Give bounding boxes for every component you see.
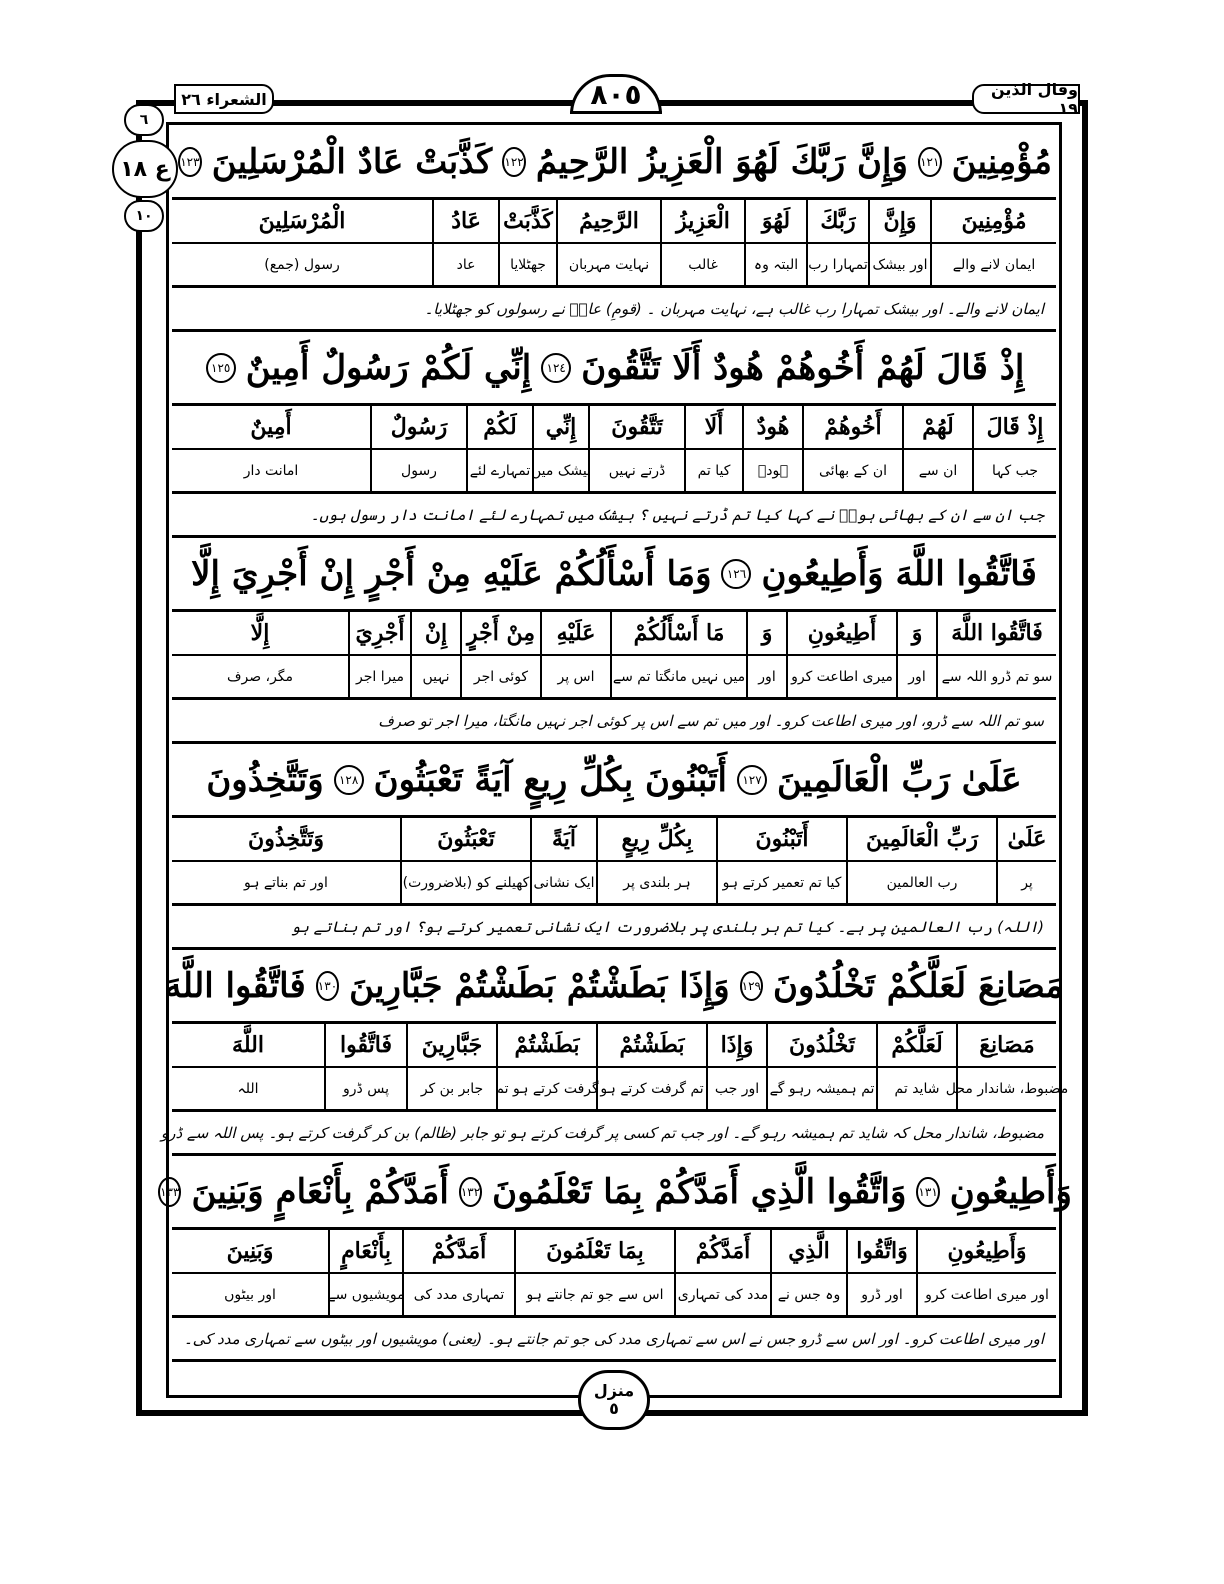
- urdu-meaning-cell: تم ہمیشہ رہو گے: [766, 1068, 876, 1109]
- arabic-word-cell: الرَّحِيمُ: [556, 200, 660, 242]
- arabic-word-cell: وَاتَّقُوا: [846, 1230, 916, 1272]
- word-row: [172, 200, 1056, 244]
- urdu-meaning-cell: اور بیشک: [868, 244, 930, 285]
- ayah-number-marker: ١٢٨: [334, 765, 364, 795]
- urdu-meaning-cell: کھیلنے کو (بلاضرورت): [400, 862, 530, 903]
- urdu-meaning-cell: بیشک میں: [532, 450, 588, 491]
- arabic-verse-segment: مُؤْمِنِينَ: [951, 141, 1052, 182]
- urdu-meaning-cell: ہر بلندی پر: [596, 862, 716, 903]
- urdu-meaning-cell: اور: [746, 656, 786, 697]
- arabic-verse-segment: إِنِّي لَكُمْ رَسُولٌ أَمِينٌ: [245, 347, 532, 388]
- arabic-word-cell: بَطَشْتُمْ: [496, 1024, 596, 1066]
- ayah-number-marker: ١٢٥: [206, 353, 236, 383]
- ruku-marker: ع ١٨: [112, 140, 178, 198]
- word-row: [172, 1024, 1056, 1068]
- ayah-number-marker: ١٢٧: [737, 765, 767, 795]
- word-row: [172, 406, 1056, 450]
- arabic-verse-segment: فَاتَّقُوا اللَّهَ وَأَطِيعُونِ: [761, 553, 1037, 594]
- side-marker-top: ٦: [124, 104, 164, 136]
- urdu-meaning-cell: گرفت کرتے ہو تم: [496, 1068, 596, 1109]
- meaning-row: [172, 450, 1056, 494]
- urdu-meaning-cell: کیا تم تعمیر کرتے ہو: [716, 862, 846, 903]
- ayah-number-marker: ١٢٣: [178, 147, 202, 177]
- arabic-word-cell: أَلَا: [684, 406, 742, 448]
- urdu-meaning-cell: ایک نشانی: [530, 862, 596, 903]
- verse-section: [160, 950, 1069, 1156]
- arabic-word-cell: تَخْلُدُونَ: [766, 1024, 876, 1066]
- urdu-meaning-cell: رسول (جمع): [264, 256, 340, 273]
- urdu-meaning-cell: نہایت مہربان: [556, 244, 660, 285]
- arabic-word-cell: فَاتَّقُوا اللَّهَ: [936, 612, 1056, 654]
- urdu-meaning-cell: البتہ وہ: [744, 244, 806, 285]
- juz-header: وقال الذين ١٩: [972, 84, 1080, 114]
- arabic-word-cell: هُودٌ: [742, 406, 802, 448]
- arabic-word-cell: مُؤْمِنِينَ: [930, 200, 1056, 242]
- arabic-word-cell: لَكُمْ: [466, 406, 532, 448]
- urdu-meaning-cell: میری اطاعت کرو: [786, 656, 896, 697]
- arabic-word-cell: بِكُلِّ رِيعٍ: [596, 818, 716, 860]
- urdu-meaning-cell: ان کے بھائی: [802, 450, 902, 491]
- arabic-word-cell: عَلَيْهِ: [540, 612, 610, 654]
- urdu-meaning-cell: اور جب: [706, 1068, 766, 1109]
- arabic-word-cell: تَتَّقُونَ: [588, 406, 684, 448]
- manzil-label: منزل: [593, 1381, 635, 1401]
- urdu-meaning-cell: جھٹلایا: [498, 244, 556, 285]
- arabic-verse-segment: مَصَانِعَ لَعَلَّكُمْ تَخْلُدُونَ: [773, 965, 1064, 1006]
- arabic-word-cell: إِنِّي: [532, 406, 588, 448]
- arabic-word-cell: رَبِّ الْعَالَمِينَ: [846, 818, 996, 860]
- arabic-word-cell: لَهُوَ: [744, 200, 806, 242]
- word-row: [172, 612, 1056, 656]
- arabic-word-cell: مِنْ أَجْرٍ: [460, 612, 540, 654]
- arabic-verse-segment: وَتَتَّخِذُونَ: [206, 759, 324, 800]
- urdu-meaning-cell: رسول: [370, 450, 466, 491]
- side-marker-bottom: ١٠: [124, 200, 164, 232]
- arabic-word-cell: أَطِيعُونِ: [786, 612, 896, 654]
- arabic-word-cell: إِذْ قَالَ: [972, 406, 1056, 448]
- ayah-number-marker: ١٢٩: [740, 971, 763, 1001]
- urdu-meaning-cell: اور: [896, 656, 936, 697]
- arabic-word-cell: إِلَّا: [250, 620, 270, 646]
- urdu-meaning-cell: ہودؑ: [742, 450, 802, 491]
- word-row: [172, 818, 1056, 862]
- urdu-meaning-cell: کیا تم: [684, 450, 742, 491]
- arabic-verse-line: [172, 332, 1056, 406]
- surah-header: الشعراء ٢٦: [174, 84, 274, 114]
- arabic-word-cell: وَإِنَّ: [868, 200, 930, 242]
- arabic-verse-line: [172, 744, 1056, 818]
- ayah-number-marker: ١٢٢: [502, 147, 526, 177]
- meaning-row: [172, 862, 1056, 906]
- arabic-word-cell: أَجْرِيَ: [348, 612, 410, 654]
- urdu-meaning-cell: جب کہا: [972, 450, 1056, 491]
- arabic-word-cell: مَا أَسْأَلُكُمْ: [610, 612, 746, 654]
- arabic-verse-line: [164, 950, 1064, 1024]
- arabic-verse-line: [172, 538, 1056, 612]
- page-content: [160, 126, 1072, 1372]
- arabic-word-cell: فَاتَّقُوا: [324, 1024, 406, 1066]
- arabic-word-cell: عَلَىٰ: [996, 818, 1056, 860]
- urdu-meaning-cell: وہ جس نے: [770, 1274, 846, 1315]
- arabic-verse-segment: إِذْ قَالَ لَهُمْ أَخُوهُمْ هُودٌ أَلَا تَتَّقُونَ: [581, 347, 1025, 388]
- meaning-row: [172, 1274, 1056, 1318]
- urdu-meaning-cell: رب العالمین: [846, 862, 996, 903]
- arabic-word-cell: لَهُمْ: [902, 406, 972, 448]
- arabic-verse-segment: أَمَدَّكُمْ بِأَنْعَامٍ وَبَنِينَ: [191, 1171, 449, 1212]
- arabic-word-cell: كَذَّبَتْ: [498, 200, 556, 242]
- arabic-verse-segment: كَذَّبَتْ عَادٌ الْمُرْسَلِينَ: [211, 141, 493, 182]
- arabic-word-cell: أَتَبْنُونَ: [716, 818, 846, 860]
- urdu-meaning-cell: ایمان لانے والے: [930, 244, 1056, 285]
- ayah-number-marker: ١٢٤: [541, 353, 571, 383]
- arabic-word-cell: عَادُ: [432, 200, 498, 242]
- arabic-verse-segment: أَتَبْنُونَ بِكُلِّ رِيعٍ آيَةً تَعْبَثُونَ: [373, 759, 727, 800]
- arabic-word-cell: رَسُولٌ: [370, 406, 466, 448]
- arabic-word-cell: جَبَّارِينَ: [406, 1024, 496, 1066]
- arabic-verse-segment: عَلَىٰ رَبِّ الْعَالَمِينَ: [776, 759, 1022, 800]
- arabic-word-cell: مَصَانِعَ: [956, 1024, 1056, 1066]
- urdu-meaning-cell: مگر، صرف: [226, 668, 294, 685]
- urdu-translation-line: سو تم اللہ سے ڈرو، اور میری اطاعت کرو۔ اور میں تم سے اس پر کوئی اجر نہیں مانگتا، میرا اجر تو صرف: [172, 700, 1056, 744]
- urdu-translation-line: مضبوط، شاندار محل کہ شاید تم ہمیشہ رہو گے۔ اور جب تم کسی پر گرفت کرتے ہو تو جابر (ظالم) بن کر گرفت کرتے ہو۔ پس اللہ سے ڈرو: [172, 1112, 1056, 1156]
- arabic-word-cell: وَ: [896, 612, 936, 654]
- urdu-translation-line: (اللہ) رب العالمین پر ہے۔ کیا تم ہر بلندی پر بلاضرورت ایک نشانی تعمیر کرتے ہو؟ اور تم بناتے ہو: [172, 906, 1056, 950]
- arabic-word-cell: بَطَشْتُمْ: [596, 1024, 706, 1066]
- urdu-meaning-cell: اس سے جو تم جانتے ہو: [514, 1274, 674, 1315]
- urdu-meaning-cell: پس ڈرو: [324, 1068, 406, 1109]
- arabic-word-cell: آيَةً: [530, 818, 596, 860]
- urdu-meaning-cell: غالب: [660, 244, 744, 285]
- word-row: [172, 1230, 1056, 1274]
- arabic-word-cell: رَبَّكَ: [806, 200, 868, 242]
- arabic-word-cell: الَّذِي: [770, 1230, 846, 1272]
- urdu-meaning-cell: تمہاری مدد کی: [402, 1274, 514, 1315]
- urdu-meaning-cell: ان سے: [902, 450, 972, 491]
- urdu-meaning-cell: مویشیوں سے: [328, 1274, 402, 1315]
- urdu-meaning-cell: اور میری اطاعت کرو: [916, 1274, 1056, 1315]
- ayah-number-marker: ١٢٦: [721, 559, 751, 589]
- urdu-translation-line: جب ان سے ان کے بھائی ہودؑ نے کہا کیا تم ڈرتے نہیں ؟ بیشک میں تمہارے لئے امانت دار رسول ہوں۔: [172, 494, 1056, 538]
- urdu-meaning-cell: عاد: [432, 244, 498, 285]
- urdu-meaning-cell: امانت دار: [243, 462, 299, 479]
- urdu-meaning-cell: کوئی اجر: [460, 656, 540, 697]
- urdu-meaning-cell: مدد کی تمہاری: [674, 1274, 770, 1315]
- urdu-meaning-cell: اللہ: [237, 1080, 259, 1097]
- urdu-meaning-cell: میں نہیں مانگتا تم سے: [610, 656, 746, 697]
- manzil-number: ٥: [609, 1399, 619, 1418]
- page-number: ٨٠٥: [570, 74, 662, 114]
- arabic-verse-segment: وَمَا أَسْأَلُكُمْ عَلَيْهِ مِنْ أَجْرٍ إِنْ أَجْرِيَ إِلَّا: [191, 553, 712, 594]
- arabic-word-cell: أَمَدَّكُمْ: [402, 1230, 514, 1272]
- ayah-number-marker: ١٣٢: [459, 1177, 482, 1207]
- urdu-meaning-cell: پر: [996, 862, 1056, 903]
- meaning-row: [172, 244, 1056, 288]
- urdu-meaning-cell: ڈرتے نہیں: [588, 450, 684, 491]
- arabic-word-cell: اللَّهَ: [232, 1032, 264, 1058]
- arabic-verse-line: [160, 1156, 1072, 1230]
- verse-section: [172, 126, 1056, 332]
- meaning-row: [172, 1068, 1069, 1112]
- arabic-verse-segment: وَإِذَا بَطَشْتُمْ بَطَشْتُمْ جَبَّارِينَ: [349, 965, 730, 1006]
- verse-section: [160, 1156, 1072, 1362]
- arabic-verse-segment: وَأَطِيعُونِ: [949, 1171, 1072, 1212]
- arabic-verse-segment: وَإِنَّ رَبَّكَ لَهُوَ الْعَزِيزُ الرَّحِيمُ: [535, 141, 908, 182]
- urdu-meaning-cell: مضبوط، شاندار محل: [956, 1068, 1056, 1109]
- arabic-word-cell: أَمِينٌ: [250, 414, 292, 440]
- ayah-number-marker: ١٣٣: [158, 1177, 181, 1207]
- urdu-meaning-cell: تمہارے لئے: [466, 450, 532, 491]
- arabic-word-cell: بِأَنْعَامٍ: [328, 1230, 402, 1272]
- urdu-meaning-cell: جابر بن کر: [406, 1068, 496, 1109]
- verse-section: [172, 332, 1056, 538]
- urdu-meaning-cell: اور بیٹوں: [224, 1286, 276, 1303]
- arabic-verse-line: [172, 126, 1056, 200]
- urdu-meaning-cell: اس پر: [540, 656, 610, 697]
- urdu-meaning-cell: سو تم ڈرو اللہ سے: [936, 656, 1056, 697]
- urdu-meaning-cell: اور تم بناتے ہو: [244, 874, 328, 891]
- arabic-word-cell: وَبَنِينَ: [226, 1238, 274, 1264]
- urdu-meaning-cell: شاید تم: [876, 1068, 956, 1109]
- arabic-word-cell: بِمَا تَعْلَمُونَ: [514, 1230, 674, 1272]
- arabic-verse-segment: وَاتَّقُوا الَّذِي أَمَدَّكُمْ بِمَا تَعْلَمُونَ: [492, 1171, 907, 1212]
- arabic-word-cell: وَ: [746, 612, 786, 654]
- arabic-word-cell: وَأَطِيعُونِ: [916, 1230, 1056, 1272]
- arabic-word-cell: وَتَتَّخِذُونَ: [248, 826, 324, 852]
- verse-section: [172, 538, 1056, 744]
- verse-section: [172, 744, 1056, 950]
- manzil-badge: [578, 1370, 650, 1430]
- urdu-translation-line: اور میری اطاعت کرو۔ اور اس سے ڈرو جس نے اس سے تمہاری مدد کی جو تم جانتے ہو۔ (یعنی) مویشیوں اور بیٹوں سے تمہاری مدد کی۔: [172, 1318, 1056, 1362]
- urdu-meaning-cell: تمہارا رب: [806, 244, 868, 285]
- urdu-meaning-cell: تم گرفت کرتے ہو: [596, 1068, 706, 1109]
- urdu-translation-line: ایمان لانے والے۔ اور بیشک تمہارا رب غالب ہے، نہایت مہربان ۔ (قومِ) عادؑ نے رسولوں کو جھٹلایا۔: [172, 288, 1056, 332]
- urdu-meaning-cell: میرا اجر: [348, 656, 410, 697]
- arabic-word-cell: الْعَزِيزُ: [660, 200, 744, 242]
- arabic-word-cell: إِنْ: [410, 612, 460, 654]
- ayah-number-marker: ١٣١: [916, 1177, 939, 1207]
- arabic-word-cell: لَعَلَّكُمْ: [876, 1024, 956, 1066]
- meaning-row: [172, 656, 1056, 700]
- arabic-word-cell: وَإِذَا: [706, 1024, 766, 1066]
- ayah-number-marker: ١٢١: [918, 147, 942, 177]
- arabic-word-cell: أَخُوهُمْ: [802, 406, 902, 448]
- urdu-meaning-cell: نہیں: [410, 656, 460, 697]
- arabic-verse-segment: فَاتَّقُوا اللَّهَ: [164, 965, 306, 1006]
- arabic-word-cell: تَعْبَثُونَ: [400, 818, 530, 860]
- ayah-number-marker: ١٣٠: [316, 971, 339, 1001]
- arabic-word-cell: أَمَدَّكُمْ: [674, 1230, 770, 1272]
- arabic-word-cell: الْمُرْسَلِينَ: [258, 208, 346, 234]
- urdu-meaning-cell: اور ڈرو: [846, 1274, 916, 1315]
